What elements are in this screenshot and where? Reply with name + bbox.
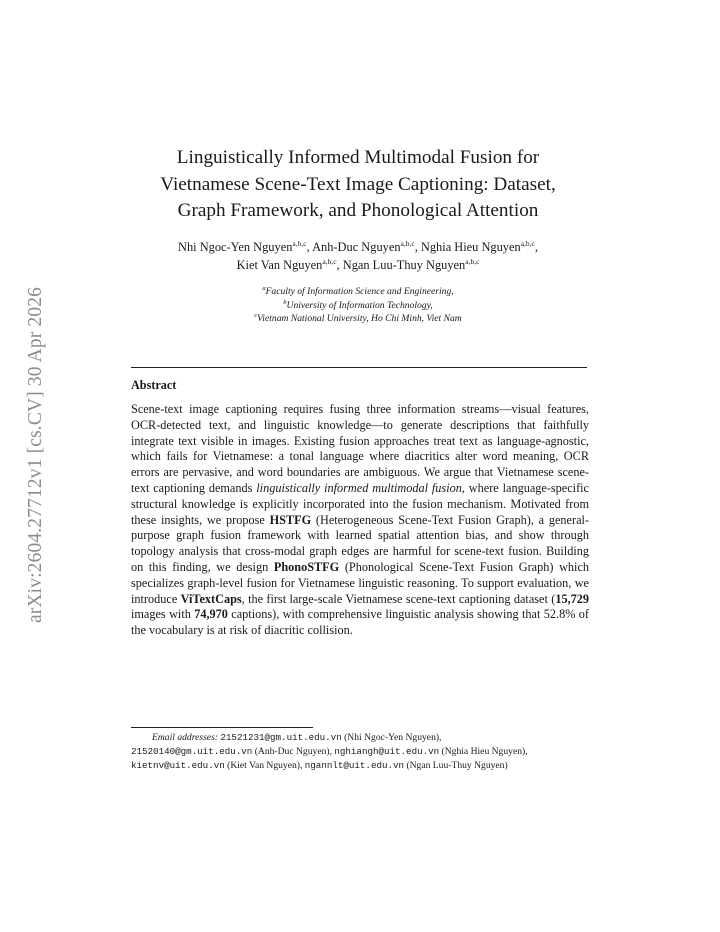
abstract-segment: (Phonological Scene-Text Fusion Graph) which specializes graph-level fusion for Vietnamese linguistic reasoning. To support evaluation, we introduce	[131, 559, 590, 606]
email-owner: (Anh-Duc Nguyen),	[254, 746, 332, 758]
email-owner: (Ngan Luu-Thuy Nguyen)	[406, 760, 508, 772]
affiliation-text: University of Information Technology,	[286, 299, 433, 311]
title-line: Vietnamese Scene-Text Image Captioning: Dataset,	[160, 173, 556, 195]
footnote-label: Email addresses:	[152, 732, 218, 743]
email-owner: (Nghia Hieu Nguyen),	[441, 746, 528, 758]
email-owner: (Nhi Ngoc-Yen Nguyen),	[344, 732, 442, 743]
arxiv-side-stamp	[14, 260, 58, 650]
email-address: ngannlt@uit.edu.vn	[304, 760, 405, 772]
author-line-1: Nhi Ngoc-Yen Nguyen$^{a,b,c}$, Anh-Duc Nguyen$^{a,b,c}$, Nghia Hieu Nguyen$^{a,b,c}$,	[178, 239, 538, 254]
email-footnote	[131, 731, 577, 774]
abstract-segment: (Heterogeneous Scene-Text Fusion Graph), a general-purpose graph fusion framework with learned spatial attention bias, and show through topology analysis that cross-modal graph edges are harmful for scene-text fusion. Building on this finding, we design	[131, 512, 589, 574]
affiliation-text: Faculty of Information Science and Engineering,	[265, 286, 454, 297]
image-count: 15,729	[555, 591, 589, 606]
caption-count: 74,970	[194, 607, 228, 622]
affiliation-line	[150, 285, 566, 299]
arxiv-identifier: arXiv:2604.27712v1 [cs.CV] 30 Apr 2026	[25, 286, 46, 624]
section-divider	[131, 367, 587, 368]
author-line-2: Kiet Van Nguyen$^{a,b,c}$, Ngan Luu-Thuy Nguyen$^{a,b,c}$	[236, 256, 480, 272]
author-affil-marks: a,b,c	[465, 256, 480, 266]
email-address: 21520140@gm.uit.edu.vn	[131, 746, 253, 758]
author-name: Kiet Van Nguyen	[236, 257, 323, 272]
author-name: Anh-Duc Nguyen	[312, 240, 401, 254]
affiliation-mark: c	[254, 312, 258, 319]
abstract-segment: captions), with comprehensive linguistic analysis showing that 52.8% of the vocabulary is at risk of diacritic collision.	[131, 607, 589, 638]
affiliation-mark: a	[262, 285, 266, 292]
author-name: Nghia Hieu Nguyen	[420, 240, 521, 254]
abstract-heading: Abstract	[131, 378, 177, 392]
abstract-emphasis: linguistically informed multimodal fusion	[256, 480, 462, 495]
title-line: Graph Framework, and Phonological Attention	[177, 200, 539, 221]
author-name: Nhi Ngoc-Yen Nguyen	[178, 240, 293, 254]
author-affil-marks: a,b,c	[400, 239, 415, 248]
author-affil-marks: a,b,c	[292, 239, 307, 248]
author-name: Ngan Luu-Thuy Nguyen	[342, 257, 466, 272]
affiliation-mark: b	[283, 298, 287, 306]
abstract-segment: , the first large-scale Vietnamese scene-text captioning dataset (	[241, 591, 556, 606]
author-affil-marks: a,b,c	[322, 256, 337, 266]
affiliations	[150, 285, 566, 326]
paper-title	[100, 145, 616, 225]
author-list	[110, 239, 606, 274]
abstract-segment: , where language-specific structural knowledge is explicitly incorporated into the fusion mechanism. Motivated from these insights, we propose	[131, 480, 589, 527]
email-owner: (Kiet Van Nguyen),	[227, 760, 303, 772]
abstract-segment: images with	[131, 607, 195, 622]
email-address: 21521231@gm.uit.edu.vn	[220, 732, 342, 743]
footnote-divider	[131, 727, 313, 728]
title-line: Linguistically Informed Multimodal Fusion for	[176, 147, 540, 168]
model-name-phonostfg: PhonoSTFG	[273, 559, 340, 574]
affiliation-text: Vietnam National University, Ho Chi Minh, Viet Nam	[257, 313, 462, 324]
dataset-name: ViTextCaps	[180, 591, 242, 606]
affiliation-line	[150, 312, 566, 326]
author-affil-marks: a,b,c	[520, 239, 535, 248]
affiliation-line	[150, 299, 566, 313]
abstract-segment: Scene-text image captioning requires fusing three information streams—visual features, OCR-detected text, and linguistic knowledge—to generate descriptions that faithfully integrate text visible in images. Existing fusion approaches treat text as language-agnostic, which fails for Vietnamese: a tonal language where diacritics alter word meaning, OCR errors are pervasive, and word boundaries are ambiguous. We argue that Vietnamese scene-text captioning demands	[131, 402, 589, 495]
model-name-hstfg: HSTFG	[269, 512, 312, 527]
abstract-text	[131, 402, 589, 639]
email-address: kietnv@uit.edu.vn	[131, 760, 225, 772]
email-address: nghiangh@uit.edu.vn	[334, 746, 440, 758]
